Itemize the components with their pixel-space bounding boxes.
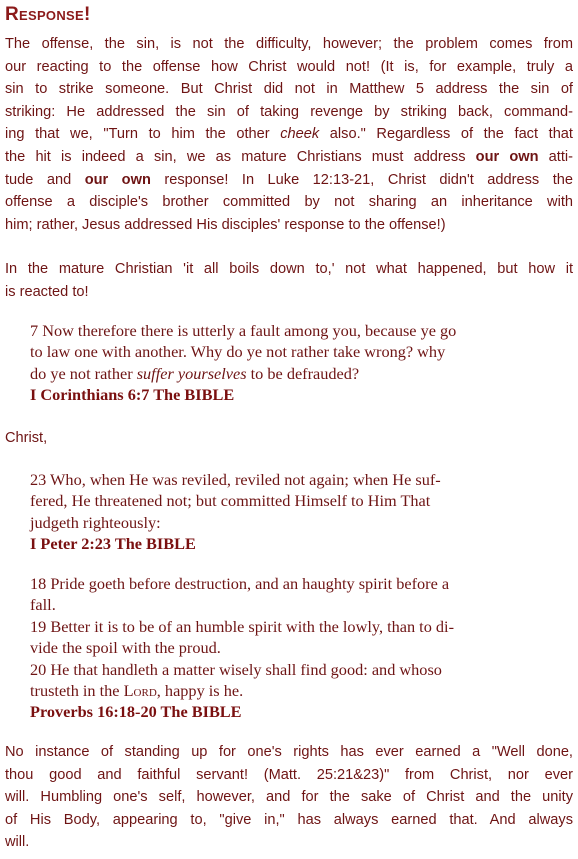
text-line: ing that we, "Turn to him the other cheek also." Regardless of the fact that (5, 126, 573, 143)
text-line: thou good and faithful servant! (Matt. 25:21&23)" from Christ, nor ever (5, 766, 573, 783)
verse-line: fered, He threatened not; but committed Himself to Him That (30, 491, 431, 511)
scripture-quote-peter (30, 469, 550, 555)
text-line: tude and our own response! In Luke 12:13-21, Christ didn't address the (5, 171, 573, 188)
text-line: the hit is indeed a sin, we as mature Christians must address our own atti- (5, 148, 573, 165)
text-line: of His Body, appearing to, "give in," has always earned that. And always (5, 811, 573, 828)
text-line: sin to strike someone. But Christ did not in Matthew 5 address the sin of (5, 81, 573, 98)
verse-line: 7 Now therefore there is utterly a fault among you, because ye go (30, 321, 457, 340)
text-line: In the mature Christian 'it all boils down to,' not what happened, but how it (5, 261, 573, 277)
verse-line: to law one with another. Why do ye not rather take wrong? why (30, 342, 446, 362)
paragraph-christ (5, 427, 573, 450)
text-line: will. Humbling one's self, however, and for the sake of Christ and the unity (5, 789, 573, 806)
verse-line: 20 He that handleth a matter wisely shall find good: and whoso (30, 659, 442, 679)
paragraph-offense (5, 33, 573, 236)
scripture-citation: I Corinthians 6:7 The BIBLE (30, 385, 235, 405)
text-line: The offense, the sin, is not the difficulty, however; the problem comes from (5, 36, 573, 52)
verse-line: vide the spoil with the proud. (30, 638, 221, 658)
text-line: will. (5, 834, 30, 851)
scripture-citation: I Peter 2:23 The BIBLE (30, 534, 196, 554)
text-line: our reacting to the offense how Christ would not! (It is, for example, truly a (5, 58, 573, 75)
scripture-quote-corinthians (30, 320, 550, 406)
scripture-citation: Proverbs 16:18-20 The BIBLE (30, 702, 242, 722)
text-line: Christ, (5, 430, 48, 446)
verse-line: 18 Pride goeth before destruction, and an haughty spirit before a (30, 574, 450, 593)
verse-line: 19 Better it is to be of an humble spirit with the lowly, than to di- (30, 616, 455, 636)
text-line: offense a disciple's brother committed by not sharing an inheritance with (5, 194, 573, 211)
bold-phrase: our own (475, 148, 539, 165)
text-line: striking: He addressed the sin of taking revenge by striking back, command- (5, 103, 573, 120)
verse-line: 23 Who, when He was reviled, reviled not again; when He suf- (30, 470, 441, 489)
scripture-quote-proverbs (30, 573, 550, 723)
verse-line: judgeth righteously: (30, 512, 161, 532)
text-line: is reacted to! (5, 283, 89, 300)
paragraph-mature (5, 258, 573, 303)
bold-phrase: our own (84, 171, 151, 188)
italic-phrase: suffer yourselves (136, 363, 247, 383)
italic-word: cheek (280, 126, 320, 143)
text-line: No instance of standing up for one's rights has ever earned a "Well done, (5, 744, 573, 760)
verse-line: do ye not rather suffer yourselves to be defrauded? (30, 363, 360, 383)
verse-line: trusteth in the Lord, happy is he. (30, 681, 244, 701)
small-caps-word: Lord (123, 681, 157, 701)
section-heading: Response! (5, 4, 91, 25)
text-line: him; rather, Jesus addressed His disciples' response to the offense!) (5, 216, 446, 233)
paragraph-rights (5, 741, 573, 854)
verse-line: fall. (30, 595, 56, 615)
